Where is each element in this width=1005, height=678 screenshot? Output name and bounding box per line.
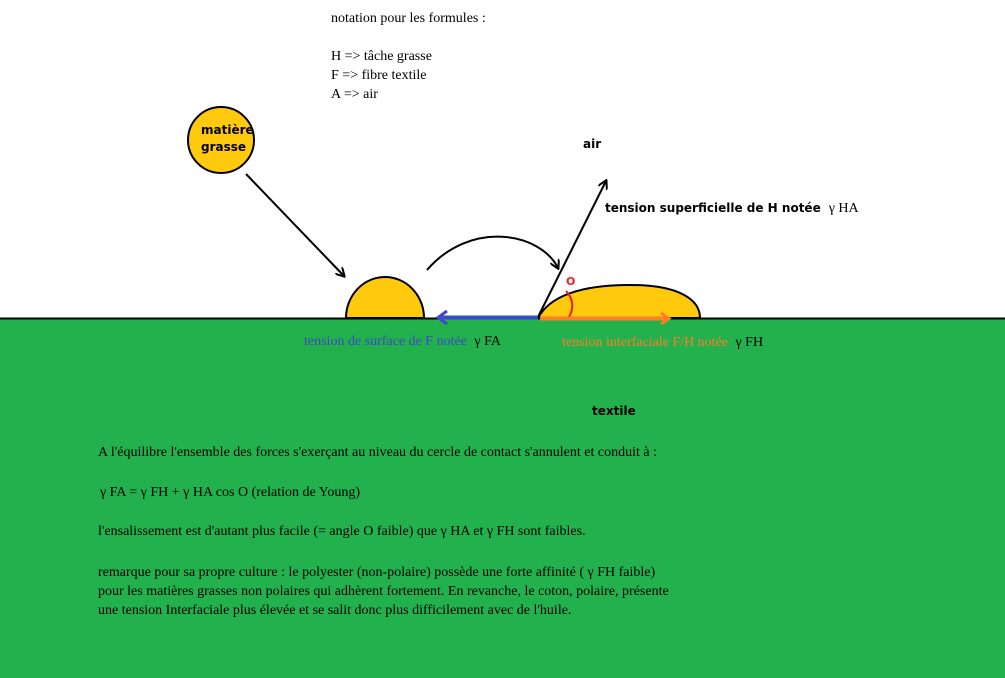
notation-title: notation pour les formules : (331, 11, 486, 26)
tension-HA-text: tension superficielle de H notée (605, 201, 821, 215)
remark-line-3: une tension Interfaciale plus élevée et se salit donc plus difficilement avec de l'huile. (98, 603, 572, 618)
remark-line-2: pour les matières grasses non polaires qui adhèrent fortement. En revanche, le coton, polaire, présente (98, 584, 669, 599)
fat-particle-label (201, 122, 254, 156)
remark-block (98, 563, 669, 620)
remark-line-1: remarque pour sa propre culture : le polyester (non-polaire) possède une forte affinité ( γ FH faible) (98, 565, 656, 580)
ease-text: l'ensalissement est d'autant plus facile (= angle O faible) que γ HA et γ FH sont faibles. (98, 524, 586, 539)
tension-FA-text: tension de surface de F notée (304, 334, 467, 349)
fall-arrow (246, 174, 344, 276)
textile-label: textile (592, 404, 636, 418)
notation-item-A: A => air (331, 87, 378, 102)
tension-FA-symbol: γ FA (474, 334, 501, 349)
fat-drop-spherical (346, 277, 424, 318)
notation-item-H: H => tâche grasse (331, 49, 432, 64)
notation-item-F: F => fibre textile (331, 68, 427, 83)
equilibrium-text: A l'équilibre l'ensemble des forces s'exerçant au niveau du cercle de contact s'annulent et conduit à : (98, 445, 657, 460)
young-relation: γ FA = γ FH + γ HA cos O (relation de Young) (100, 485, 361, 500)
tension-HA-label (605, 199, 859, 217)
fat-drop-spread (538, 285, 700, 318)
angle-label: O (566, 275, 576, 288)
fat-label-line2: grasse (201, 140, 247, 154)
tension-FH-label (562, 335, 763, 351)
tension-FH-text: tension interfaciale F/H notée (562, 335, 728, 350)
tension-FA-label (304, 334, 501, 350)
air-label: air (583, 137, 602, 151)
notation-block (331, 11, 486, 106)
tension-HA-symbol: γ HA (828, 201, 859, 216)
spread-arrow (427, 237, 558, 270)
notation-spacer (331, 30, 486, 49)
tension-FH-symbol: γ FH (735, 335, 764, 350)
fat-label-line1: matière (201, 123, 254, 137)
